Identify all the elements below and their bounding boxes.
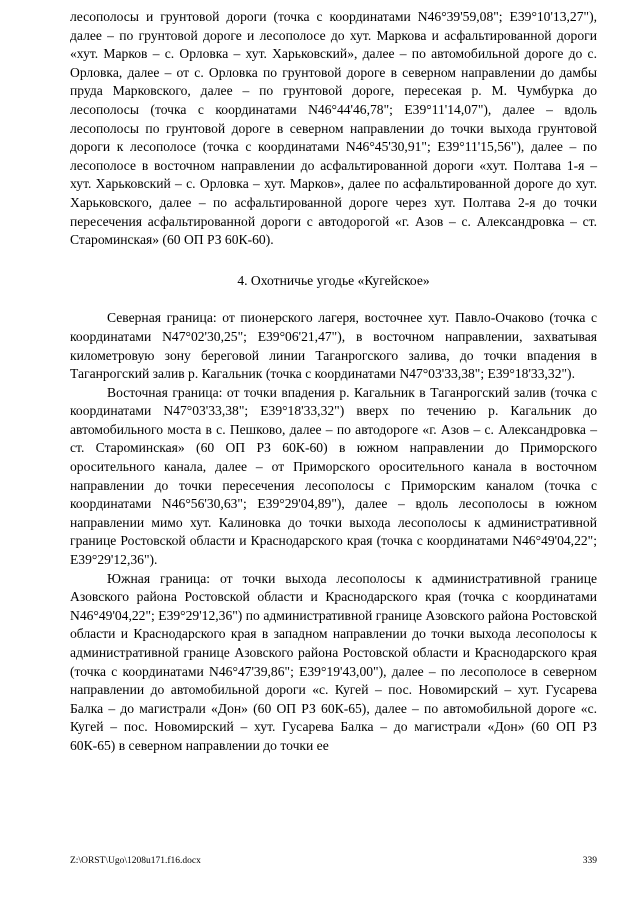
- south-boundary-paragraph: Южная граница: от точки выхода лесополосы к административной границе Азовского района Ростовской области и Краснодарского края (точка с координатами N46°49'04,22"; E39°29'12,36") по административной границе Азовского района Ростовской области и Краснодарского края в западном направлении до точки выхода лесополосы к административной границе Азовского района Ростовской области и Краснодарского края (точка с координатами N46°47'39,86"; E39°19'43,00"), далее – по лесополосе в северном направлении до автомобильной дороги «с. Кугей – пос. Новомирский – хут. Гусарева Балка – до магистрали «Дон» (60 ОП РЗ 60К-65), далее – по автомобильной дороге «с. Кугей – пос. Новомирский – хут. Гусарева Балка – до магистрали «Дон» (60 ОП РЗ 60К-65) в северном направлении до точки ее: [70, 570, 597, 753]
- east-boundary-paragraph: Восточная граница: от точки впадения р. Кагальник в Таганрогский залив (точка с координатами N47°03'33,38"; E39°18'33,32") вверх по течению р. Кагальник до автомобильного моста в с. Пешково, далее – по автодороге «г. Азов – с. Александровка – ст. Староминская» (60 ОП РЗ 60К-60) в южном направлении до Приморского оросительного канала, далее – от Приморского оросительного канала в восточном направлении до точки пересечения лесополосы с Приморским каналом (точка с координатами N46°56'30,63"; E39°29'04,89"), далее – вдоль лесополосы в южном направлении мимо хут. Калиновка до точки выхода лесополосы к административной границе Ростовской области и Краснодарского края (точка с координатами N46°49'04,22"; E39°29'12,36").: [70, 384, 597, 568]
- footer-page-number: 339: [582, 856, 597, 866]
- footer-file-path: Z:\ORST\Ugo\1208u171.f16.docx: [70, 856, 201, 866]
- document-page: [70, 8, 597, 756]
- section-title: 4. Охотничье угодье «Кугейское»: [237, 272, 430, 288]
- intro-paragraph: лесополосы и грунтовой дороги (точка с координатами N46°39'59,08"; E39°10'13,27"), далее – по грунтовой дороге и лесополосе до хут. Маркова и асфальтированной дороги «хут. Марков – с. Орловка – хут. Харьковский», далее – по автомобильной дороге до с. Орловка, далее – от с. Орловка по грунтовой дороге в северном направлении до дамбы пруда Марковского, далее – по грунтовой дороге, пересекая р. М. Чумбурка до лесополосы (точка с координатами N46°44'46,78"; E39°11'14,07"), далее – вдоль лесополосы по грунтовой дороге в северном направлении до точки выхода грунтовой дороги к лесополосе (точка с координатами N46°45'30,91"; E39°11'15,56"), далее – по лесополосе в восточном направлении до асфальтированной дороги «хут. Полтава 1-я – хут. Харьковский – с. Орловка – хут. Марков», далее по асфальтированной дороге до хут. Харьковского, далее – по асфальтированной дороге через хут. Полтава 2-я до точки пересечения асфальтированной дороги с автодорогой «г. Азов – с. Александровка – ст. Староминская» (60 ОП РЗ 60К-60).: [70, 9, 597, 248]
- north-boundary-paragraph: Северная граница: от пионерского лагеря, восточнее хут. Павло-Очаково (точка с координатами N47°02'30,25"; E39°06'21,47"), в восточном направлении, захватывая километровую зону береговой линии Таганрогского залива, до точки впадения в Таганрогский залив р. Кагальник (точка с координатами N47°03'33,38"; E39°18'33,32").: [70, 310, 597, 382]
